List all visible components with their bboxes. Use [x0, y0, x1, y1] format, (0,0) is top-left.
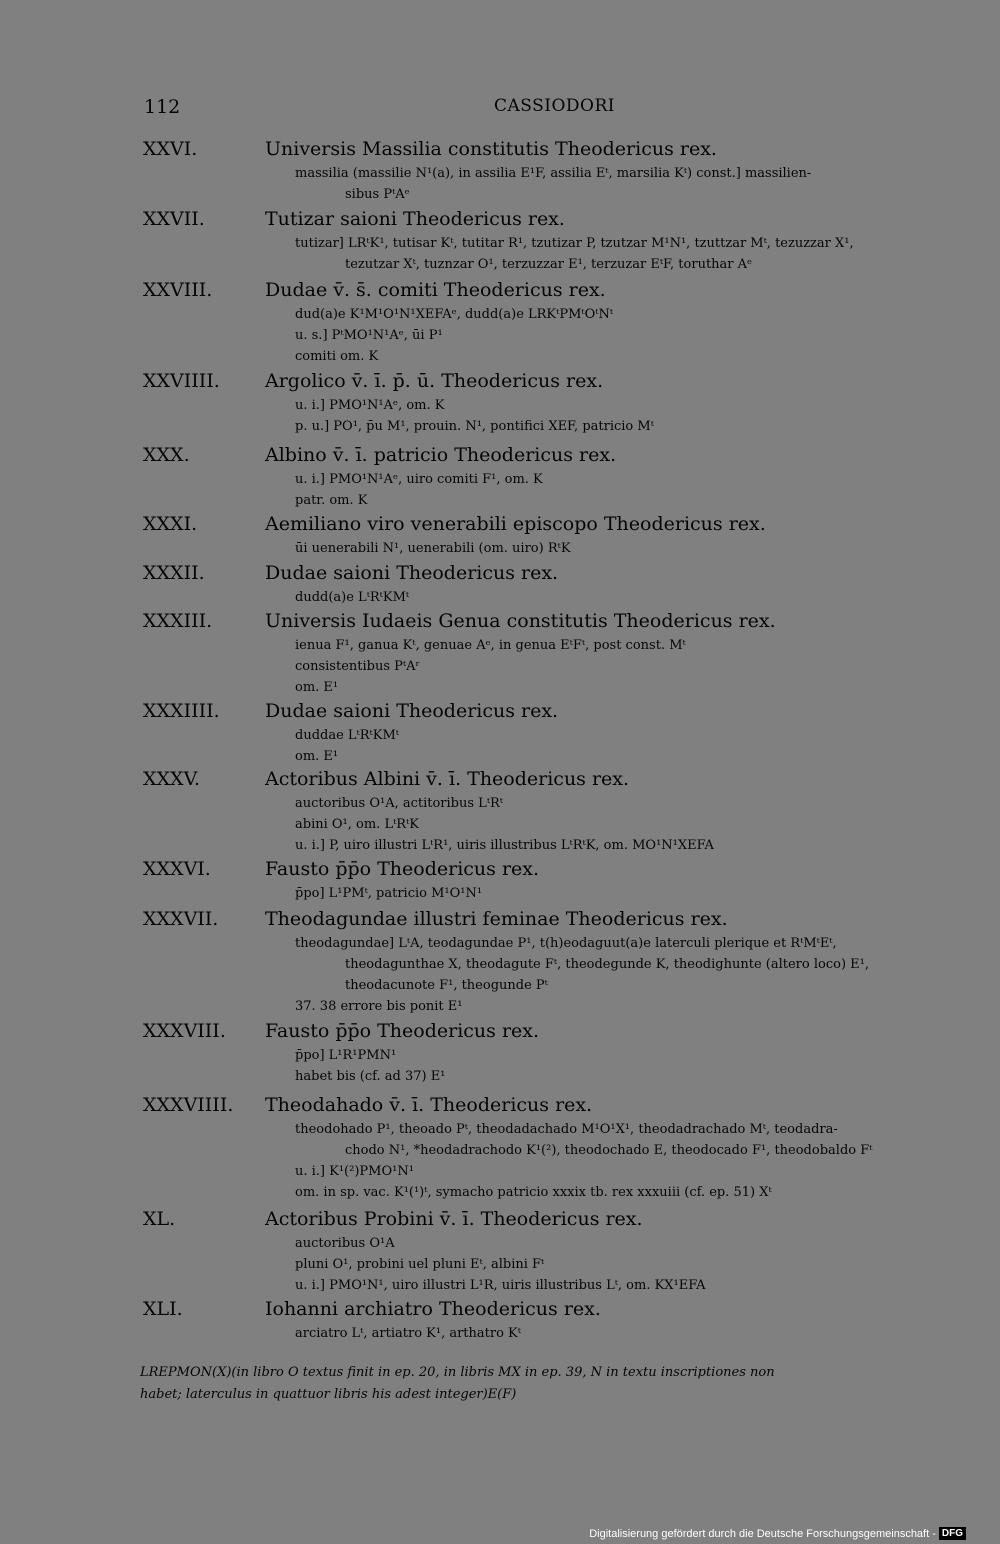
entry-number: XXVIII.	[143, 279, 213, 301]
entry-heading: Albino v̄. ī. patricio Theodericus rex.	[265, 444, 617, 466]
entry-number: XXXVII.	[143, 908, 219, 930]
credit-line	[589, 1527, 966, 1540]
apparatus-line: u. i.] PMO¹N¹Aᵉ, uiro comiti F¹, om. K	[295, 472, 543, 487]
entry-heading: Theodagundae illustri feminae Theodericus rex.	[265, 908, 728, 930]
entry-heading: Fausto p̄p̄o Theodericus rex.	[265, 1020, 540, 1042]
entry-number: XXVI.	[143, 138, 198, 160]
dfg-logo-icon: DFG	[939, 1527, 966, 1540]
entry-number: XL.	[143, 1208, 176, 1230]
apparatus-line: 37. 38 errore bis ponit E¹	[295, 999, 463, 1014]
entry-number: XXXVI.	[143, 858, 211, 880]
footer-note-line-2: habet; laterculus in quattuor libris his adest integer)E(F)	[140, 1387, 517, 1402]
apparatus-line: dudd(a)e LᵗRᵗKMᵗ	[295, 590, 410, 605]
entry-number: XXXI.	[143, 513, 198, 535]
entry-heading: Dudae saioni Theodericus rex.	[265, 700, 559, 722]
apparatus-line: u. s.] PᵗMO¹N¹Aᵉ, ūi P¹	[295, 328, 443, 343]
apparatus-line: u. i.] K¹(²)PMO¹N¹	[295, 1164, 414, 1179]
footer-note-line-1: LREPMON(X)(in libro O textus finit in ep. 20, in libris MX in ep. 39, N in textu inscriptiones non	[140, 1365, 775, 1380]
entry-heading: Actoribus Albini v̄. ī. Theodericus rex.	[265, 768, 630, 790]
apparatus-line: auctoribus O¹A	[295, 1236, 395, 1251]
entry-number: XXXVIII.	[143, 1020, 226, 1042]
apparatus-line: ienua F¹, ganua Kᵗ, genuae Aᵉ, in genua EᵗFᵗ, post const. Mᵗ	[295, 638, 686, 653]
apparatus-line: abini O¹, om. LᵗRᵗK	[295, 817, 419, 832]
apparatus-line: p̄po] L¹PMᵗ, patricio M¹O¹N¹	[295, 886, 483, 901]
entry-number: XXXVIIII.	[143, 1094, 234, 1116]
apparatus-line: u. i.] PMO¹N¹Aᵉ, om. K	[295, 398, 445, 413]
apparatus-line: u. i.] PMO¹N¹, uiro illustri L¹R, uiris illustribus Lᵗ, om. KX¹EFA	[295, 1278, 706, 1293]
apparatus-line: duddae LᵗRᵗKMᵗ	[295, 728, 399, 743]
page-number: 112	[144, 96, 181, 118]
apparatus-line: om. E¹	[295, 749, 339, 764]
entry-number: XXXV.	[143, 768, 201, 790]
entry-number: XXVII.	[143, 208, 205, 230]
entry-heading: Aemiliano viro venerabili episcopo Theodericus rex.	[265, 513, 766, 535]
entry-heading: Iohanni archiatro Theodericus rex.	[265, 1298, 601, 1320]
apparatus-line: om. E¹	[295, 680, 339, 695]
entry-heading: Actoribus Probini v̄. ī. Theodericus rex.	[265, 1208, 643, 1230]
entry-heading: Theodahado v̄. ī. Theodericus rex.	[265, 1094, 593, 1116]
entry-number: XXXIIII.	[143, 700, 220, 722]
apparatus-line: sibus PᵗAᵉ	[345, 187, 410, 202]
entry-heading: Universis Iudaeis Genua constitutis Theodericus rex.	[265, 610, 776, 632]
apparatus-line: p̄po] L¹R¹PMN¹	[295, 1048, 397, 1063]
entry-heading: Fausto p̄p̄o Theodericus rex.	[265, 858, 540, 880]
apparatus-line: dud(a)e K¹M¹O¹N¹XEFAᵉ, dudd(a)e LRKᵗPMᵗOᵗNᵗ	[295, 307, 614, 322]
apparatus-line: om. in sp. vac. K¹(¹)ᵗ, symacho patricio xxxix tb. rex xxxuiii (cf. ep. 51) Xᵗ	[295, 1185, 772, 1200]
apparatus-line: theodagundae] LᵗA, teodagundae P¹, t(h)eodaguut(a)e laterculi plerique et RᵗMᵗEᵗ,	[295, 936, 837, 951]
apparatus-line: chodo N¹, *heodadrachodo K¹(²), theodochado E, theodocado F¹, theodobaldo Fᵗ	[345, 1143, 873, 1158]
apparatus-line: tezutzar Xᵗ, tuznzar O¹, terzuzzar E¹, terzuzar EᵗF, toruthar Aᵉ	[345, 257, 753, 272]
apparatus-line: patr. om. K	[295, 493, 368, 508]
apparatus-line: p. u.] PO¹, p̄u M¹, prouin. N¹, pontifici XEF, patricio Mᵗ	[295, 419, 654, 434]
apparatus-line: massilia (massilie N¹(a), in assilia E¹F, assilia Eᵗ, marsilia Kᵗ) const.] massilien-	[295, 166, 812, 181]
entry-number: XLI.	[143, 1298, 183, 1320]
apparatus-line: tutizar] LRᵗK¹, tutisar Kᵗ, tutitar R¹, tzutizar P, tzutzar M¹N¹, tzuttzar Mᵗ, tezuzzar X¹,	[295, 236, 854, 251]
apparatus-line: pluni O¹, probini uel pluni Eᵗ, albini Fᵗ	[295, 1257, 545, 1272]
apparatus-line: consistentibus PᵗAʳ	[295, 659, 421, 674]
entry-number: XXX.	[143, 444, 190, 466]
entry-heading: Tutizar saioni Theodericus rex.	[265, 208, 565, 230]
apparatus-line: theodacunote F¹, theogunde Pᵗ	[345, 978, 548, 993]
apparatus-line: arciatro Lᵗ, artiatro K¹, arthatro Kᵗ	[295, 1326, 521, 1341]
apparatus-line: comiti om. K	[295, 349, 379, 364]
apparatus-line: u. i.] P, uiro illustri LᵗR¹, uiris illustribus LᵗRᵗK, om. MO¹N¹XEFA	[295, 838, 714, 853]
entry-heading: Universis Massilia constitutis Theodericus rex.	[265, 138, 717, 160]
apparatus-line: theodohado P¹, theoado Pᵗ, theodadachado M¹O¹X¹, theodadrachado Mᵗ, teodadra-	[295, 1122, 838, 1137]
entry-heading: Dudae saioni Theodericus rex.	[265, 562, 559, 584]
apparatus-line: ūi uenerabili N¹, uenerabili (om. uiro) RᵗK	[295, 541, 571, 556]
entry-heading: Dudae v̄. s̄. comiti Theodericus rex.	[265, 279, 606, 301]
entry-number: XXXII.	[143, 562, 205, 584]
entry-heading: Argolico v̄. ī. p̄. ū. Theodericus rex.	[265, 370, 604, 392]
apparatus-line: auctoribus O¹A, actitoribus LᵗRᵗ	[295, 796, 504, 811]
apparatus-line: theodagunthae X, theodagute Fᵗ, theodegunde K, theodighunte (altero loco) E¹,	[345, 957, 869, 972]
entry-number: XXXIII.	[143, 610, 213, 632]
entry-number: XXVIIII.	[143, 370, 220, 392]
running-head: CASSIODORI	[494, 96, 616, 116]
apparatus-line: habet bis (cf. ad 37) E¹	[295, 1069, 446, 1084]
credit-text: Digitalisierung gefördert durch die Deutsche Forschungsgemeinschaft -	[589, 1527, 936, 1540]
